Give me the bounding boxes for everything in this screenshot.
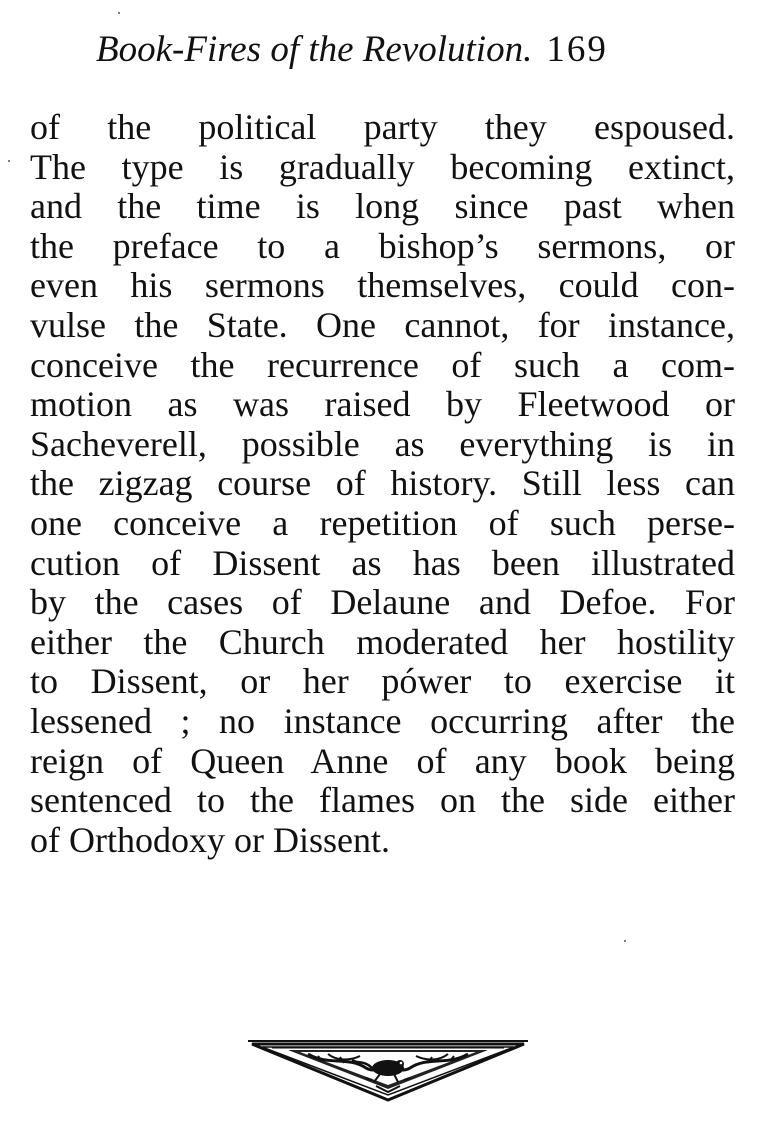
tailpiece-ornament-icon: [248, 1034, 528, 1104]
page-speck: [118, 12, 120, 14]
text-line: sentenced to the flames on the side either: [30, 780, 735, 821]
page-number: 169: [546, 29, 608, 70]
text-line: by the cases of Delaune and Defoe. For: [30, 582, 735, 623]
page-speck: [8, 160, 10, 162]
text-line: vulse the State. One cannot, for instance,: [30, 304, 735, 345]
text-line: the preface to a bishop’s sermons, or: [30, 225, 735, 266]
text-line: The type is gradually becoming extinct,: [30, 146, 735, 187]
text-line: conceive the recurrence of such a com-: [30, 344, 735, 385]
text-line: to Dissent, or her pówer to exercise it: [30, 661, 735, 702]
text-line: even his sermons themselves, could con-: [30, 265, 735, 306]
running-head: [96, 22, 736, 78]
running-title: Book-Fires of the Revolution.: [96, 29, 533, 70]
text-line: and the time is long since past when: [30, 186, 735, 227]
text-line: motion as was raised by Fleetwood or: [30, 384, 735, 425]
text-line: the zigzag course of history. Still less can: [30, 463, 735, 504]
text-line: cution of Dissent as has been illustrated: [30, 542, 735, 583]
text-line: one conceive a repetition of such perse-: [30, 502, 735, 543]
text-line: either the Church moderated her hostility: [30, 621, 735, 662]
text-line: reign of Queen Anne of any book being: [30, 740, 735, 781]
text-line: of Orthodoxy or Dissent.: [30, 819, 390, 860]
page-speck: [624, 940, 626, 942]
text-line: of the political party they espoused.: [30, 107, 735, 147]
body-paragraph: [30, 108, 735, 860]
text-line: lessened ; no instance occurring after the: [30, 700, 735, 741]
text-line: Sacheverell, possible as everything is in: [30, 423, 735, 464]
